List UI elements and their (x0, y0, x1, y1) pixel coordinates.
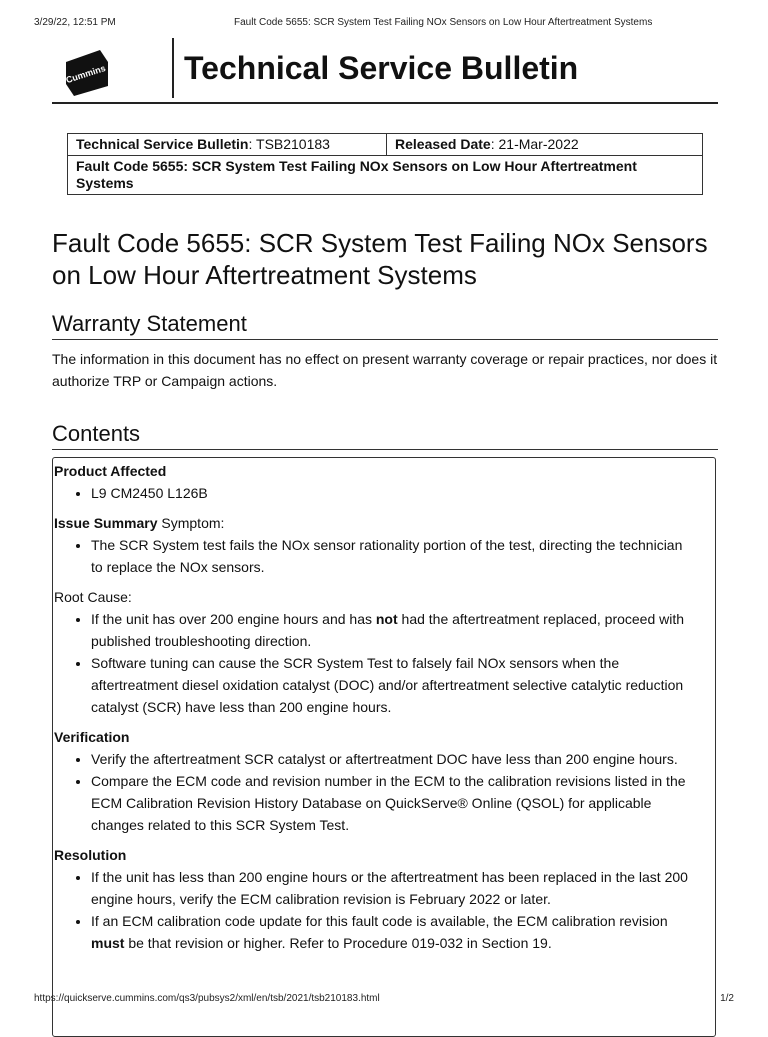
logo-text: Cummins (64, 62, 107, 86)
list-item: • Software tuning can cause the SCR System Test to falsely fail NOx sensors when the aftertreatment diesel oxidation catalyst (DOC) and/or aftertreatment selective catalytic reduction catalyst (SCR) have less than 200 engine hours. (91, 652, 715, 718)
print-datetime: 3/29/22, 12:51 PM (34, 17, 116, 28)
brand-title: Technical Service Bulletin (184, 50, 579, 86)
list-item: • L9 CM2450 L126B (91, 482, 715, 504)
bulletin-label: Technical Service Bulletin (76, 136, 249, 152)
product-affected-list (53, 482, 715, 504)
root-cause-heading: Root Cause: (54, 589, 132, 605)
page-number: 1/2 (720, 993, 734, 1004)
subject-cell (68, 156, 703, 195)
list-item: • If the unit has less than 200 engine hours or the aftertreatment has been replaced in the last 200 engine hours, verify the ECM calibration revision is February 2022 or later. (91, 866, 715, 910)
page-url: https://quickserve.cummins.com/qs3/pubsys2/xml/en/tsb/2021/tsb210183.html (34, 993, 380, 1004)
page-title: Fault Code 5655: SCR System Test Failing NOx Sensors on Low Hour Aftertreatment Systems (52, 228, 708, 290)
resolution-heading: Resolution (54, 847, 127, 863)
released-date-cell (387, 134, 703, 156)
subject-row (68, 156, 703, 195)
resolution-list (53, 866, 715, 954)
cummins-logo-icon (60, 46, 114, 100)
list-item: • Compare the ECM code and revision number in the ECM to the calibration revisions listed in the ECM Calibration Revision History Database on QuickServe® Online (QSOL) for applicable changes related to this SCR System Test. (91, 770, 715, 836)
contents-heading: Contents (52, 421, 718, 450)
root-cause-list (53, 608, 715, 718)
released-label: Released Date (395, 136, 491, 152)
verification-list (53, 748, 715, 836)
list-item: • Verify the aftertreatment SCR catalyst or aftertreatment DOC have less than 200 engine hours. (91, 748, 715, 770)
warranty-text: The information in this document has no effect on present warranty coverage or repair practices, nor does it authorize TRP or Campaign actions. (52, 351, 718, 389)
bulletin-info-table (67, 133, 703, 195)
print-page-title: Fault Code 5655: SCR System Test Failing NOx Sensors on Low Hour Aftertreatment Systems (234, 17, 653, 28)
brand-divider (172, 38, 174, 98)
bulletin-number-cell (68, 134, 387, 156)
symptom-list (53, 534, 715, 578)
issue-summary-heading: Issue Summary Symptom: (54, 515, 225, 531)
list-item: • If an ECM calibration code update for this fault code is available, the ECM calibration revision must be that revision or higher. Refer to Procedure 019-032 in Section 19. (91, 910, 715, 954)
info-row (68, 134, 703, 156)
released-value: : 21-Mar-2022 (490, 136, 579, 152)
list-item: • If the unit has over 200 engine hours and has not had the aftertreatment replaced, proceed with published troubleshooting direction. (91, 608, 715, 652)
bulletin-value: : TSB210183 (248, 136, 330, 152)
contents-box (52, 457, 716, 1037)
list-item: • The SCR System test fails the NOx sensor rationality portion of the test, directing the technician to replace the NOx sensors. (91, 534, 715, 578)
verification-heading: Verification (54, 729, 130, 745)
warranty-heading: Warranty Statement (52, 311, 718, 340)
product-affected-heading: Product Affected (54, 463, 167, 479)
bulletin-subject: Fault Code 5655: SCR System Test Failing NOx Sensors on Low Hour Aftertreatment Systems (76, 158, 637, 191)
brand-header (52, 38, 718, 104)
